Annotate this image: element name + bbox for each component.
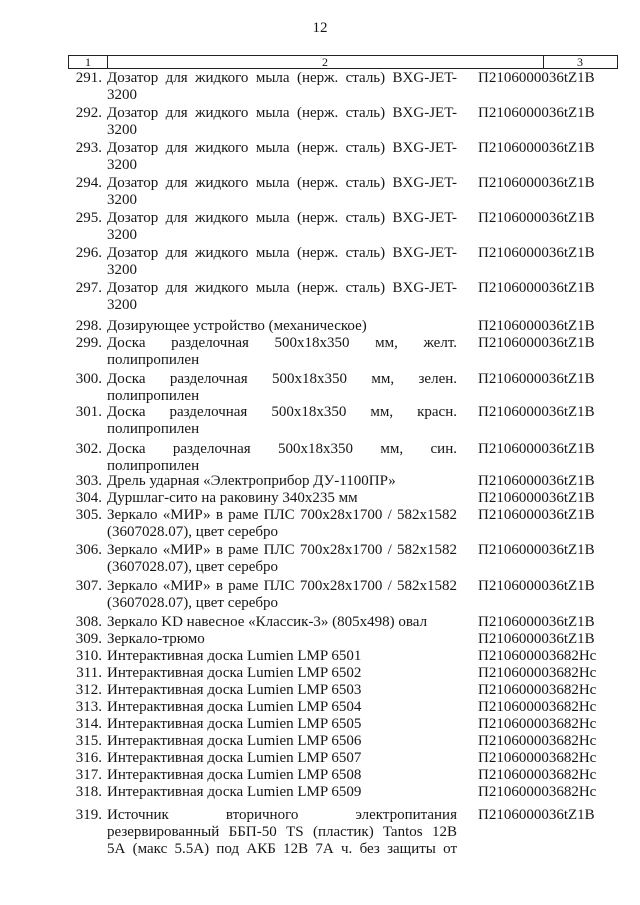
row-description bbox=[107, 784, 457, 801]
description-line: Интерактивная доска Lumien LMP 6503 bbox=[107, 682, 362, 698]
row-number: 315. bbox=[75, 733, 102, 749]
row-code: П2106000036tZ1B bbox=[478, 245, 595, 261]
description-line: Источник вторичного электропитания bbox=[107, 807, 457, 823]
description-line: Дозатор для жидкого мыла (нерж. сталь) BXG-JET- bbox=[107, 280, 457, 296]
row-description bbox=[107, 578, 457, 612]
description-line: Дозатор для жидкого мыла (нерж. сталь) BXG-JET- bbox=[107, 70, 457, 86]
row-number: 308. bbox=[75, 614, 102, 630]
row-code: П2106000036tZ1B bbox=[478, 318, 595, 334]
row-description bbox=[107, 807, 457, 858]
description-line: Доска разделочная 500х18х350 мм, красн. bbox=[107, 404, 457, 420]
description-line: Интерактивная доска Lumien LMP 6506 bbox=[107, 733, 362, 749]
row-description bbox=[107, 140, 457, 174]
column-header-number: 1 bbox=[69, 56, 108, 68]
row-number: 307. bbox=[75, 578, 102, 594]
row-code: П210600003682Hc bbox=[478, 665, 597, 681]
description-line: полипропилен bbox=[107, 421, 200, 437]
description-line: полипропилен bbox=[107, 458, 200, 474]
description-line: 3200 bbox=[107, 122, 137, 138]
row-code: П210600003682Hc bbox=[478, 733, 597, 749]
row-number: 304. bbox=[75, 490, 102, 506]
row-number: 306. bbox=[75, 542, 102, 558]
row-code: П2106000036tZ1B bbox=[478, 140, 595, 156]
row-description bbox=[107, 280, 457, 314]
row-number: 296. bbox=[75, 245, 102, 261]
description-line: Зеркало «МИР» в раме ПЛС 700х28х1700 / 582х1582 bbox=[107, 542, 457, 558]
description-line: 3200 bbox=[107, 87, 137, 103]
description-line: Доска разделочная 500х18х350 мм, зелен. bbox=[107, 371, 457, 387]
row-code: П2106000036tZ1B bbox=[478, 70, 595, 86]
row-code: П2106000036tZ1B bbox=[478, 507, 595, 523]
row-code: П2106000036tZ1B bbox=[478, 441, 595, 457]
row-number: 313. bbox=[75, 699, 102, 715]
row-description bbox=[107, 648, 457, 665]
description-line: Дозатор для жидкого мыла (нерж. сталь) BXG-JET- bbox=[107, 245, 457, 261]
description-line: полипропилен bbox=[107, 388, 200, 404]
row-code: П210600003682Hc bbox=[478, 682, 597, 698]
row-number: 312. bbox=[75, 682, 102, 698]
row-number: 299. bbox=[75, 335, 102, 351]
row-description bbox=[107, 542, 457, 576]
description-line: 3200 bbox=[107, 297, 137, 313]
row-code: П2106000036tZ1B bbox=[478, 542, 595, 558]
row-description bbox=[107, 245, 457, 279]
row-code: П2106000036tZ1B bbox=[478, 490, 595, 506]
row-number: 298. bbox=[75, 318, 102, 334]
description-line: (3607028.07), цвет серебро bbox=[107, 559, 279, 575]
description-line: 5А (макс 5.5А) под АКБ 12В 7А ч. без защиты от bbox=[107, 841, 457, 857]
description-line: Дуршлаг-сито на раковину 340х235 мм bbox=[107, 490, 358, 506]
description-line: 3200 bbox=[107, 192, 137, 208]
row-description bbox=[107, 318, 457, 335]
row-description bbox=[107, 105, 457, 139]
description-line: Интерактивная доска Lumien LMP 6505 bbox=[107, 716, 362, 732]
row-description bbox=[107, 175, 457, 209]
description-line: Дозатор для жидкого мыла (нерж. сталь) BXG-JET- bbox=[107, 105, 457, 121]
row-number: 301. bbox=[75, 404, 102, 420]
row-description bbox=[107, 371, 457, 405]
row-code: П2106000036tZ1B bbox=[478, 371, 595, 387]
description-line: Дозатор для жидкого мыла (нерж. сталь) BXG-JET- bbox=[107, 175, 457, 191]
page-number: 12 bbox=[312, 20, 328, 36]
row-code: П210600003682Hc bbox=[478, 750, 597, 766]
row-description bbox=[107, 507, 457, 541]
row-number: 297. bbox=[75, 280, 102, 296]
row-number: 317. bbox=[75, 767, 102, 783]
row-description bbox=[107, 767, 457, 784]
description-line: Интерактивная доска Lumien LMP 6507 bbox=[107, 750, 362, 766]
row-number: 295. bbox=[75, 210, 102, 226]
row-code: П2106000036tZ1B bbox=[478, 631, 595, 647]
description-line: Дозирующее устройство (механическое) bbox=[107, 318, 367, 334]
row-description bbox=[107, 404, 457, 438]
row-number: 292. bbox=[75, 105, 102, 121]
description-line: полипропилен bbox=[107, 352, 200, 368]
description-line: Зеркало «МИР» в раме ПЛС 700х28х1700 / 582х1582 bbox=[107, 507, 457, 523]
row-code: П210600003682Hc bbox=[478, 716, 597, 732]
description-line: Интерактивная доска Lumien LMP 6504 bbox=[107, 699, 362, 715]
row-number: 293. bbox=[75, 140, 102, 156]
description-line: (3607028.07), цвет серебро bbox=[107, 524, 279, 540]
row-code: П2106000036tZ1B bbox=[478, 614, 595, 630]
row-number: 300. bbox=[75, 371, 102, 387]
column-header-description: 2 bbox=[107, 56, 544, 68]
row-number: 309. bbox=[75, 631, 102, 647]
description-line: Дозатор для жидкого мыла (нерж. сталь) BXG-JET- bbox=[107, 140, 457, 156]
row-description bbox=[107, 699, 457, 716]
table-header bbox=[68, 55, 618, 69]
row-code: П2106000036tZ1B bbox=[478, 175, 595, 191]
description-line: Дрель ударная «Электроприбор ДУ-1100ПР» bbox=[107, 473, 396, 489]
row-code: П2106000036tZ1B bbox=[478, 807, 595, 823]
row-code: П2106000036tZ1B bbox=[478, 335, 595, 351]
description-line: 3200 bbox=[107, 262, 137, 278]
row-description bbox=[107, 210, 457, 244]
row-number: 314. bbox=[75, 716, 102, 732]
description-line: Доска разделочная 500х18х350 мм, желт. bbox=[107, 335, 457, 351]
description-line: 3200 bbox=[107, 157, 137, 173]
row-description bbox=[107, 70, 457, 104]
row-code: П210600003682Hc bbox=[478, 699, 597, 715]
description-line: Зеркало «МИР» в раме ПЛС 700х28х1700 / 582х1582 bbox=[107, 578, 457, 594]
description-line: Интерактивная доска Lumien LMP 6508 bbox=[107, 767, 362, 783]
row-code: П2106000036tZ1B bbox=[478, 105, 595, 121]
description-line: Зеркало-трюмо bbox=[107, 631, 205, 647]
row-description bbox=[107, 473, 457, 490]
description-line: Интерактивная доска Lumien LMP 6501 bbox=[107, 648, 362, 664]
row-code: П2106000036tZ1B bbox=[478, 578, 595, 594]
row-code: П2106000036tZ1B bbox=[478, 404, 595, 420]
row-number: 316. bbox=[75, 750, 102, 766]
row-description bbox=[107, 682, 457, 699]
row-code: П2106000036tZ1B bbox=[478, 473, 595, 489]
row-number: 291. bbox=[75, 70, 102, 86]
description-line: Дозатор для жидкого мыла (нерж. сталь) BXG-JET- bbox=[107, 210, 457, 226]
row-description bbox=[107, 750, 457, 767]
row-number: 319. bbox=[75, 807, 102, 823]
row-number: 294. bbox=[75, 175, 102, 191]
row-code: П2106000036tZ1B bbox=[478, 210, 595, 226]
row-code: П210600003682Hc bbox=[478, 784, 597, 800]
row-description bbox=[107, 614, 457, 631]
row-number: 305. bbox=[75, 507, 102, 523]
row-code: П210600003682Hc bbox=[478, 767, 597, 783]
description-line: 3200 bbox=[107, 227, 137, 243]
row-description bbox=[107, 490, 457, 507]
row-description bbox=[107, 441, 457, 475]
row-code: П210600003682Hc bbox=[478, 648, 597, 664]
description-line: Зеркало KD навесное «Классик-3» (805х498) овал bbox=[107, 614, 428, 630]
row-description bbox=[107, 665, 457, 682]
row-number: 318. bbox=[75, 784, 102, 800]
column-header-code: 3 bbox=[577, 55, 583, 69]
row-description bbox=[107, 733, 457, 750]
row-description bbox=[107, 335, 457, 369]
description-line: Интерактивная доска Lumien LMP 6502 bbox=[107, 665, 362, 681]
row-description bbox=[107, 631, 457, 648]
row-code: П2106000036tZ1B bbox=[478, 280, 595, 296]
row-number: 310. bbox=[75, 648, 102, 664]
row-number: 311. bbox=[76, 665, 102, 681]
description-line: Доска разделочная 500х18х350 мм, син. bbox=[107, 441, 457, 457]
row-number: 303. bbox=[75, 473, 102, 489]
description-line: Интерактивная доска Lumien LMP 6509 bbox=[107, 784, 362, 800]
row-description bbox=[107, 716, 457, 733]
description-line: (3607028.07), цвет серебро bbox=[107, 595, 279, 611]
row-number: 302. bbox=[75, 441, 102, 457]
description-line: резервированный ББП-50 TS (пластик) Tantos 12В bbox=[107, 824, 457, 840]
